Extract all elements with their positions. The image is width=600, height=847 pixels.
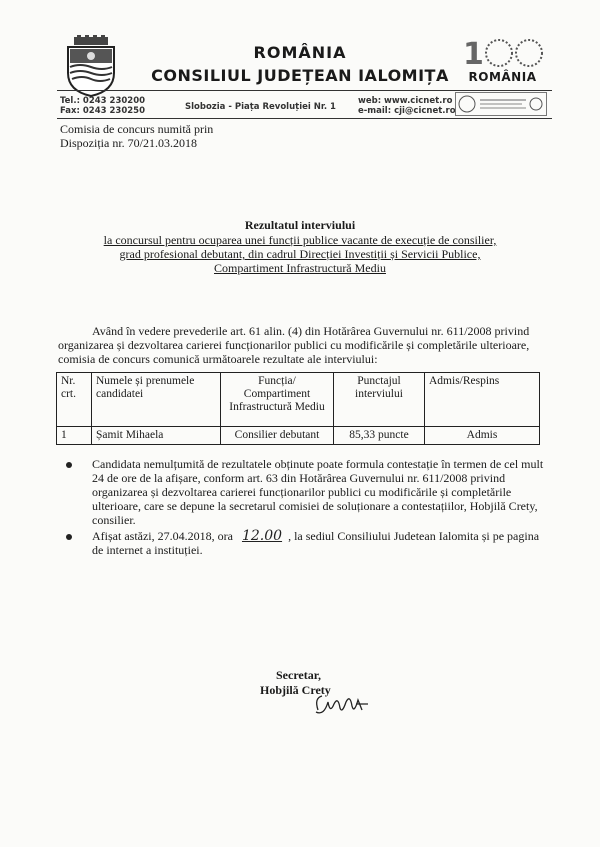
document-title: Rezultatul interviului — [244, 218, 356, 232]
table-header-row — [57, 373, 540, 427]
cell-score: 85,33 puncte — [334, 427, 425, 445]
table-row — [57, 427, 540, 445]
header-function: Funcția/ Compartiment Infrastructură Mediu — [221, 373, 334, 427]
header-address: Slobozia - Piața Revoluției Nr. 1 — [185, 102, 336, 112]
results-table — [56, 372, 540, 445]
logo-label: ROMÂNIA — [468, 70, 537, 84]
title-subline-3: Compartiment Infrastructură Mediu — [214, 261, 386, 275]
header-divider-bottom — [57, 118, 552, 119]
header-web: web: www.cicnet.ro — [358, 96, 453, 106]
bullet2-line-2: de internet a instituției. — [92, 543, 203, 557]
header-tel: Tel.: 0243 230200 — [60, 96, 146, 106]
certification-seal — [455, 92, 547, 116]
bullet1-line-2: 24 de ore de la afișare, conform art. 63 din Hotărârea Guvernului nr. 611/2008 privind — [92, 471, 506, 485]
intro-line-2: organizarea și dezvoltarea carierei funcționarilor publici cu modificările și completările ulterioare, — [58, 338, 530, 352]
header-divider-top — [57, 90, 552, 91]
header-council: CONSILIUL JUDEȚEAN IALOMIȚA — [151, 66, 449, 85]
bullet-2 — [66, 534, 72, 540]
header-fax: Fax: 0243 230250 — [60, 106, 145, 116]
header-email: e-mail: cji@cicnet.ro — [358, 106, 456, 116]
posted-hour-handwritten: 12.00 — [241, 528, 283, 544]
bullet1-line-4: ulterioare, care se depune la secretarul comisiei de soluționare a contestațiilor, Hobjilă Crety, — [92, 499, 538, 513]
handwritten-signature — [312, 690, 372, 725]
bullet1-line-5: consilier. — [92, 513, 136, 527]
bullet2-line-1 — [92, 529, 539, 543]
romania-100-logo — [455, 36, 550, 98]
cell-function: Consilier debutant — [221, 427, 334, 445]
header-country: ROMÂNIA — [253, 43, 347, 62]
signature-name: Hobjilă Crety — [260, 683, 331, 697]
intro-line-3: comisia de concurs comunică următoarele rezultate ale interviului: — [58, 352, 378, 366]
intro-line-1: Având în vedere prevederile art. 61 alin. (4) din Hotărârea Guvernului nr. 611/2008 privind — [92, 324, 530, 338]
commission-line2: Dispoziția nr. 70/21.03.2018 — [60, 136, 197, 150]
title-subline-2: grad profesional debutant, din cadrul Direcției Investiții și Servicii Publice, — [119, 247, 481, 261]
svg-text:1: 1 — [463, 37, 484, 70]
posted-suffix: , la sediul Consiliului Judetean Ialomita și pe pagina — [288, 529, 540, 543]
cell-name: Șamit Mihaela — [92, 427, 221, 445]
header-nr: Nr. crt. — [57, 373, 92, 427]
posted-prefix: Afișat astăzi, 27.04.2018, ora — [92, 529, 236, 543]
bullet-1 — [66, 462, 72, 468]
cell-result: Admis — [425, 427, 540, 445]
header-result: Admis/Respins — [425, 373, 540, 427]
bullet1-line-3: organizarea și dezvoltarea carierei funcționarilor publici cu modificările și completările — [92, 485, 512, 499]
signature-role: Secretar, — [276, 668, 321, 682]
header-score: Punctajul interviului — [334, 373, 425, 427]
commission-line1: Comisia de concurs numită prin — [60, 122, 214, 136]
title-subline-1: la concursul pentru ocuparea unei funcții publice vacante de execuție de consilier, — [103, 233, 497, 247]
coat-of-arms-logo — [60, 35, 122, 97]
header-name: Numele și prenumele candidatei — [92, 373, 221, 427]
bullet1-line-1: Candidata nemulțumită de rezultatele obținute poate formula contestație în termen de cel mult — [92, 457, 544, 471]
cell-nr: 1 — [57, 427, 92, 445]
